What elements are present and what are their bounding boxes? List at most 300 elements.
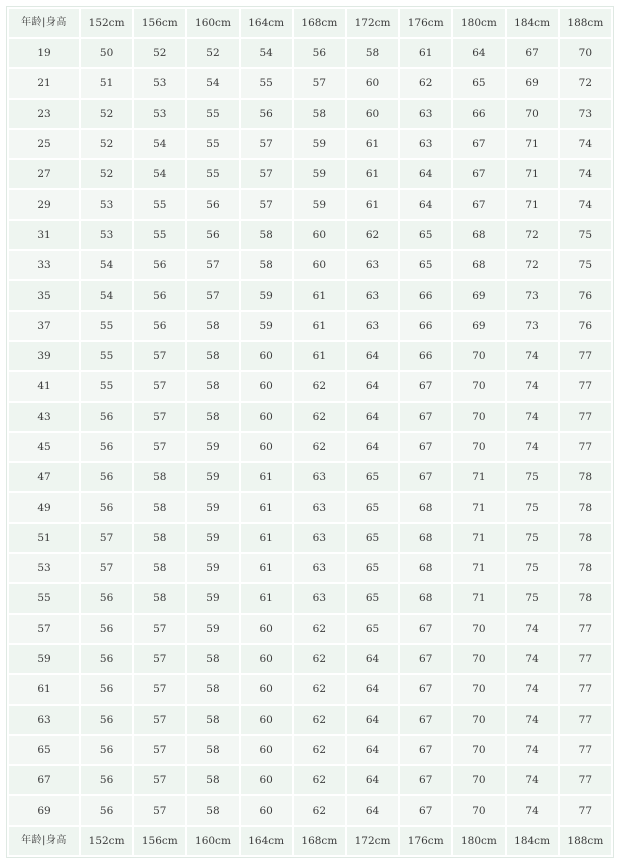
weight-cell: 78 — [560, 554, 611, 582]
weight-cell: 57 — [134, 645, 185, 673]
weight-cell: 61 — [241, 524, 292, 552]
age-cell: 21 — [9, 69, 79, 97]
age-cell: 29 — [9, 190, 79, 218]
weight-cell: 62 — [294, 796, 345, 825]
weight-cell: 58 — [134, 463, 185, 491]
age-cell: 39 — [9, 342, 79, 370]
weight-cell: 62 — [400, 69, 451, 97]
weight-cell: 54 — [134, 160, 185, 188]
weight-cell: 56 — [81, 675, 132, 703]
weight-cell: 68 — [400, 524, 451, 552]
weight-cell: 56 — [81, 766, 132, 794]
weight-cell: 72 — [507, 221, 558, 249]
weight-cell: 55 — [187, 160, 238, 188]
weight-cell: 65 — [347, 554, 398, 582]
table-row — [9, 645, 611, 673]
weight-cell: 77 — [560, 766, 611, 794]
height-header: 180cm — [453, 827, 504, 855]
height-header: 172cm — [347, 827, 398, 855]
weight-cell: 62 — [294, 615, 345, 643]
age-cell: 59 — [9, 645, 79, 673]
weight-cell: 64 — [347, 675, 398, 703]
weight-cell: 64 — [453, 39, 504, 67]
weight-cell: 54 — [81, 251, 132, 279]
table-row — [9, 130, 611, 158]
weight-cell: 65 — [347, 584, 398, 612]
age-cell: 65 — [9, 736, 79, 764]
weight-cell: 57 — [241, 160, 292, 188]
weight-cell: 74 — [560, 190, 611, 218]
weight-cell: 69 — [453, 281, 504, 309]
weight-cell: 67 — [400, 736, 451, 764]
weight-cell: 59 — [187, 433, 238, 461]
weight-cell: 66 — [400, 312, 451, 340]
table-row — [9, 615, 611, 643]
weight-cell: 57 — [134, 342, 185, 370]
weight-cell: 56 — [134, 281, 185, 309]
weight-cell: 71 — [453, 584, 504, 612]
weight-cell: 58 — [187, 342, 238, 370]
weight-cell: 67 — [453, 130, 504, 158]
weight-cell: 58 — [187, 645, 238, 673]
weight-cell: 60 — [241, 706, 292, 734]
age-cell: 61 — [9, 675, 79, 703]
weight-cell: 60 — [241, 766, 292, 794]
table-row — [9, 281, 611, 309]
weight-cell: 57 — [81, 554, 132, 582]
weight-cell: 56 — [81, 433, 132, 461]
weight-cell: 58 — [134, 554, 185, 582]
weight-cell: 57 — [134, 675, 185, 703]
weight-cell: 67 — [400, 675, 451, 703]
weight-cell: 70 — [453, 766, 504, 794]
weight-cell: 67 — [400, 463, 451, 491]
weight-cell: 63 — [294, 463, 345, 491]
weight-cell: 57 — [134, 766, 185, 794]
weight-cell: 58 — [134, 524, 185, 552]
weight-cell: 77 — [560, 372, 611, 400]
weight-cell: 63 — [294, 554, 345, 582]
height-header: 188cm — [560, 9, 611, 37]
weight-cell: 68 — [453, 221, 504, 249]
weight-cell: 61 — [347, 160, 398, 188]
weight-cell: 73 — [560, 100, 611, 128]
weight-cell: 67 — [400, 615, 451, 643]
table-header — [9, 9, 611, 37]
weight-cell: 55 — [81, 342, 132, 370]
weight-cell: 74 — [507, 372, 558, 400]
weight-cell: 77 — [560, 403, 611, 431]
age-cell: 55 — [9, 584, 79, 612]
weight-cell: 70 — [453, 736, 504, 764]
weight-cell: 56 — [134, 251, 185, 279]
height-header: 172cm — [347, 9, 398, 37]
weight-cell: 70 — [453, 372, 504, 400]
weight-cell: 59 — [241, 281, 292, 309]
weight-cell: 77 — [560, 796, 611, 825]
weight-cell: 77 — [560, 645, 611, 673]
age-cell: 53 — [9, 554, 79, 582]
weight-cell: 59 — [241, 312, 292, 340]
weight-cell: 52 — [81, 130, 132, 158]
weight-cell: 59 — [187, 493, 238, 521]
weight-cell: 67 — [400, 403, 451, 431]
age-cell: 49 — [9, 493, 79, 521]
corner-label: 年龄|身高 — [9, 827, 79, 855]
weight-cell: 66 — [400, 281, 451, 309]
weight-cell: 58 — [187, 796, 238, 825]
corner-label: 年龄|身高 — [9, 9, 79, 37]
weight-cell: 57 — [241, 130, 292, 158]
weight-cell: 74 — [560, 160, 611, 188]
weight-cell: 60 — [241, 403, 292, 431]
weight-cell: 59 — [294, 130, 345, 158]
table-row — [9, 372, 611, 400]
weight-cell: 56 — [294, 39, 345, 67]
weight-cell: 52 — [134, 39, 185, 67]
weight-cell: 61 — [294, 342, 345, 370]
weight-cell: 60 — [241, 433, 292, 461]
weight-cell: 59 — [187, 554, 238, 582]
weight-cell: 58 — [187, 675, 238, 703]
weight-cell: 78 — [560, 463, 611, 491]
weight-cell: 77 — [560, 736, 611, 764]
weight-cell: 63 — [347, 312, 398, 340]
weight-cell: 61 — [294, 281, 345, 309]
weight-cell: 78 — [560, 524, 611, 552]
height-header: 184cm — [507, 9, 558, 37]
height-header: 168cm — [294, 827, 345, 855]
weight-cell: 64 — [347, 706, 398, 734]
weight-cell: 74 — [507, 675, 558, 703]
weight-cell: 53 — [134, 100, 185, 128]
weight-cell: 60 — [294, 251, 345, 279]
weight-cell: 53 — [134, 69, 185, 97]
weight-cell: 58 — [187, 706, 238, 734]
weight-cell: 58 — [294, 100, 345, 128]
weight-cell: 64 — [347, 372, 398, 400]
table-row — [9, 342, 611, 370]
table-row — [9, 584, 611, 612]
weight-cell: 56 — [134, 312, 185, 340]
weight-cell: 71 — [453, 554, 504, 582]
weight-cell: 58 — [187, 766, 238, 794]
weight-cell: 65 — [347, 463, 398, 491]
weight-cell: 51 — [81, 69, 132, 97]
weight-cell: 57 — [134, 615, 185, 643]
height-header: 152cm — [81, 9, 132, 37]
table-row — [9, 100, 611, 128]
weight-cell: 71 — [507, 190, 558, 218]
table-row — [9, 463, 611, 491]
weight-cell: 67 — [400, 706, 451, 734]
weight-cell: 63 — [294, 493, 345, 521]
weight-cell: 52 — [187, 39, 238, 67]
table-footer — [9, 827, 611, 855]
weight-cell: 67 — [400, 645, 451, 673]
height-header: 156cm — [134, 827, 185, 855]
weight-cell: 58 — [241, 251, 292, 279]
weight-cell: 76 — [560, 312, 611, 340]
weight-cell: 55 — [81, 312, 132, 340]
table-row — [9, 221, 611, 249]
weight-cell: 55 — [81, 372, 132, 400]
table-row — [9, 39, 611, 67]
weight-cell: 65 — [347, 493, 398, 521]
weight-cell: 77 — [560, 706, 611, 734]
weight-cell: 77 — [560, 342, 611, 370]
age-cell: 25 — [9, 130, 79, 158]
table-row — [9, 69, 611, 97]
weight-cell: 59 — [187, 615, 238, 643]
table-row — [9, 493, 611, 521]
weight-cell: 57 — [187, 251, 238, 279]
table-row — [9, 554, 611, 582]
weight-cell: 58 — [187, 372, 238, 400]
weight-cell: 77 — [560, 675, 611, 703]
weight-cell: 58 — [347, 39, 398, 67]
height-header: 176cm — [400, 9, 451, 37]
age-cell: 63 — [9, 706, 79, 734]
weight-cell: 74 — [507, 433, 558, 461]
weight-cell: 56 — [81, 463, 132, 491]
weight-cell: 63 — [347, 281, 398, 309]
height-header: 188cm — [560, 827, 611, 855]
table-row — [9, 796, 611, 825]
weight-cell: 57 — [187, 281, 238, 309]
weight-cell: 77 — [560, 433, 611, 461]
weight-cell: 70 — [453, 706, 504, 734]
weight-cell: 70 — [560, 39, 611, 67]
weight-cell: 73 — [507, 281, 558, 309]
table-row — [9, 312, 611, 340]
weight-cell: 77 — [560, 615, 611, 643]
age-cell: 67 — [9, 766, 79, 794]
weight-cell: 59 — [294, 190, 345, 218]
weight-cell: 55 — [187, 130, 238, 158]
weight-cell: 75 — [560, 221, 611, 249]
weight-cell: 65 — [400, 251, 451, 279]
weight-cell: 74 — [507, 706, 558, 734]
table-row — [9, 675, 611, 703]
weight-cell: 59 — [187, 524, 238, 552]
weight-cell: 55 — [134, 190, 185, 218]
height-header: 180cm — [453, 9, 504, 37]
weight-cell: 63 — [400, 100, 451, 128]
age-cell: 45 — [9, 433, 79, 461]
weight-cell: 60 — [241, 736, 292, 764]
age-cell: 19 — [9, 39, 79, 67]
weight-cell: 61 — [241, 493, 292, 521]
weight-cell: 64 — [347, 433, 398, 461]
weight-cell: 63 — [400, 130, 451, 158]
weight-cell: 61 — [347, 130, 398, 158]
weight-cell: 52 — [81, 160, 132, 188]
weight-cell: 56 — [187, 221, 238, 249]
weight-cell: 75 — [507, 584, 558, 612]
weight-cell: 67 — [400, 766, 451, 794]
weight-cell: 71 — [453, 524, 504, 552]
weight-cell: 74 — [507, 403, 558, 431]
age-cell: 47 — [9, 463, 79, 491]
weight-cell: 62 — [294, 675, 345, 703]
weight-cell: 55 — [134, 221, 185, 249]
weight-cell: 78 — [560, 493, 611, 521]
weight-cell: 78 — [560, 584, 611, 612]
weight-cell: 75 — [507, 493, 558, 521]
weight-cell: 56 — [241, 100, 292, 128]
table-body — [9, 39, 611, 825]
weight-cell: 59 — [187, 463, 238, 491]
age-cell: 37 — [9, 312, 79, 340]
weight-cell: 71 — [453, 463, 504, 491]
table-row — [9, 433, 611, 461]
weight-cell: 59 — [187, 584, 238, 612]
weight-cell: 57 — [134, 796, 185, 825]
weight-cell: 67 — [400, 433, 451, 461]
weight-cell: 64 — [400, 160, 451, 188]
weight-cell: 57 — [294, 69, 345, 97]
weight-cell: 65 — [347, 615, 398, 643]
height-header: 184cm — [507, 827, 558, 855]
weight-cell: 64 — [400, 190, 451, 218]
weight-cell: 60 — [241, 645, 292, 673]
weight-cell: 60 — [294, 221, 345, 249]
table-row — [9, 524, 611, 552]
weight-cell: 69 — [453, 312, 504, 340]
weight-cell: 62 — [347, 221, 398, 249]
weight-cell: 63 — [294, 584, 345, 612]
weight-cell: 66 — [453, 100, 504, 128]
weight-cell: 61 — [241, 463, 292, 491]
weight-cell: 73 — [507, 312, 558, 340]
weight-cell: 58 — [187, 403, 238, 431]
weight-cell: 74 — [507, 736, 558, 764]
weight-cell: 65 — [400, 221, 451, 249]
weight-cell: 56 — [81, 736, 132, 764]
height-header: 168cm — [294, 9, 345, 37]
weight-cell: 56 — [81, 645, 132, 673]
age-cell: 43 — [9, 403, 79, 431]
weight-cell: 66 — [400, 342, 451, 370]
weight-cell: 57 — [134, 403, 185, 431]
weight-cell: 65 — [453, 69, 504, 97]
height-header: 164cm — [241, 827, 292, 855]
weight-cell: 68 — [400, 584, 451, 612]
height-header: 152cm — [81, 827, 132, 855]
weight-cell: 60 — [241, 675, 292, 703]
weight-cell: 71 — [507, 160, 558, 188]
table-row — [9, 160, 611, 188]
weight-cell: 63 — [294, 524, 345, 552]
weight-cell: 57 — [81, 524, 132, 552]
weight-cell: 58 — [187, 736, 238, 764]
weight-cell: 59 — [294, 160, 345, 188]
age-cell: 27 — [9, 160, 79, 188]
weight-cell: 57 — [134, 736, 185, 764]
weight-cell: 75 — [560, 251, 611, 279]
weight-cell: 74 — [507, 766, 558, 794]
weight-cell: 56 — [81, 615, 132, 643]
table-row — [9, 251, 611, 279]
weight-cell: 67 — [400, 796, 451, 825]
weight-cell: 74 — [507, 615, 558, 643]
weight-cell: 54 — [241, 39, 292, 67]
weight-cell: 50 — [81, 39, 132, 67]
weight-cell: 56 — [81, 493, 132, 521]
weight-cell: 57 — [241, 190, 292, 218]
weight-cell: 68 — [453, 251, 504, 279]
footer-row — [9, 827, 611, 855]
weight-cell: 62 — [294, 706, 345, 734]
weight-cell: 61 — [241, 584, 292, 612]
weight-cell: 72 — [507, 251, 558, 279]
weight-cell: 74 — [507, 342, 558, 370]
weight-cell: 64 — [347, 766, 398, 794]
height-header: 156cm — [134, 9, 185, 37]
weight-cell: 60 — [347, 69, 398, 97]
weight-cell: 60 — [347, 100, 398, 128]
weight-cell: 70 — [453, 342, 504, 370]
weight-cell: 56 — [187, 190, 238, 218]
weight-cell: 57 — [134, 372, 185, 400]
weight-cell: 76 — [560, 281, 611, 309]
weight-cell: 67 — [453, 190, 504, 218]
weight-cell: 74 — [507, 796, 558, 825]
weight-cell: 75 — [507, 524, 558, 552]
weight-cell: 70 — [453, 403, 504, 431]
weight-cell: 58 — [134, 493, 185, 521]
weight-cell: 62 — [294, 645, 345, 673]
weight-cell: 62 — [294, 403, 345, 431]
weight-cell: 53 — [81, 221, 132, 249]
table-row — [9, 190, 611, 218]
weight-cell: 54 — [81, 281, 132, 309]
weight-cell: 70 — [453, 615, 504, 643]
weight-cell: 55 — [187, 100, 238, 128]
weight-cell: 63 — [347, 251, 398, 279]
weight-cell: 56 — [81, 584, 132, 612]
header-row — [9, 9, 611, 37]
weight-cell: 56 — [81, 706, 132, 734]
weight-table — [6, 6, 614, 858]
weight-cell: 58 — [134, 584, 185, 612]
weight-cell: 57 — [134, 433, 185, 461]
height-header: 160cm — [187, 9, 238, 37]
weight-cell: 64 — [347, 403, 398, 431]
weight-cell: 61 — [347, 190, 398, 218]
age-cell: 69 — [9, 796, 79, 825]
weight-cell: 62 — [294, 372, 345, 400]
weight-cell: 70 — [453, 796, 504, 825]
weight-cell: 67 — [453, 160, 504, 188]
table-row — [9, 766, 611, 794]
weight-cell: 60 — [241, 615, 292, 643]
weight-cell: 61 — [294, 312, 345, 340]
weight-cell: 69 — [507, 69, 558, 97]
age-cell: 35 — [9, 281, 79, 309]
weight-cell: 56 — [81, 403, 132, 431]
age-cell: 31 — [9, 221, 79, 249]
height-header: 176cm — [400, 827, 451, 855]
weight-cell: 67 — [507, 39, 558, 67]
weight-cell: 75 — [507, 463, 558, 491]
weight-cell: 74 — [507, 645, 558, 673]
weight-cell: 71 — [507, 130, 558, 158]
age-cell: 23 — [9, 100, 79, 128]
weight-cell: 68 — [400, 493, 451, 521]
age-cell: 51 — [9, 524, 79, 552]
